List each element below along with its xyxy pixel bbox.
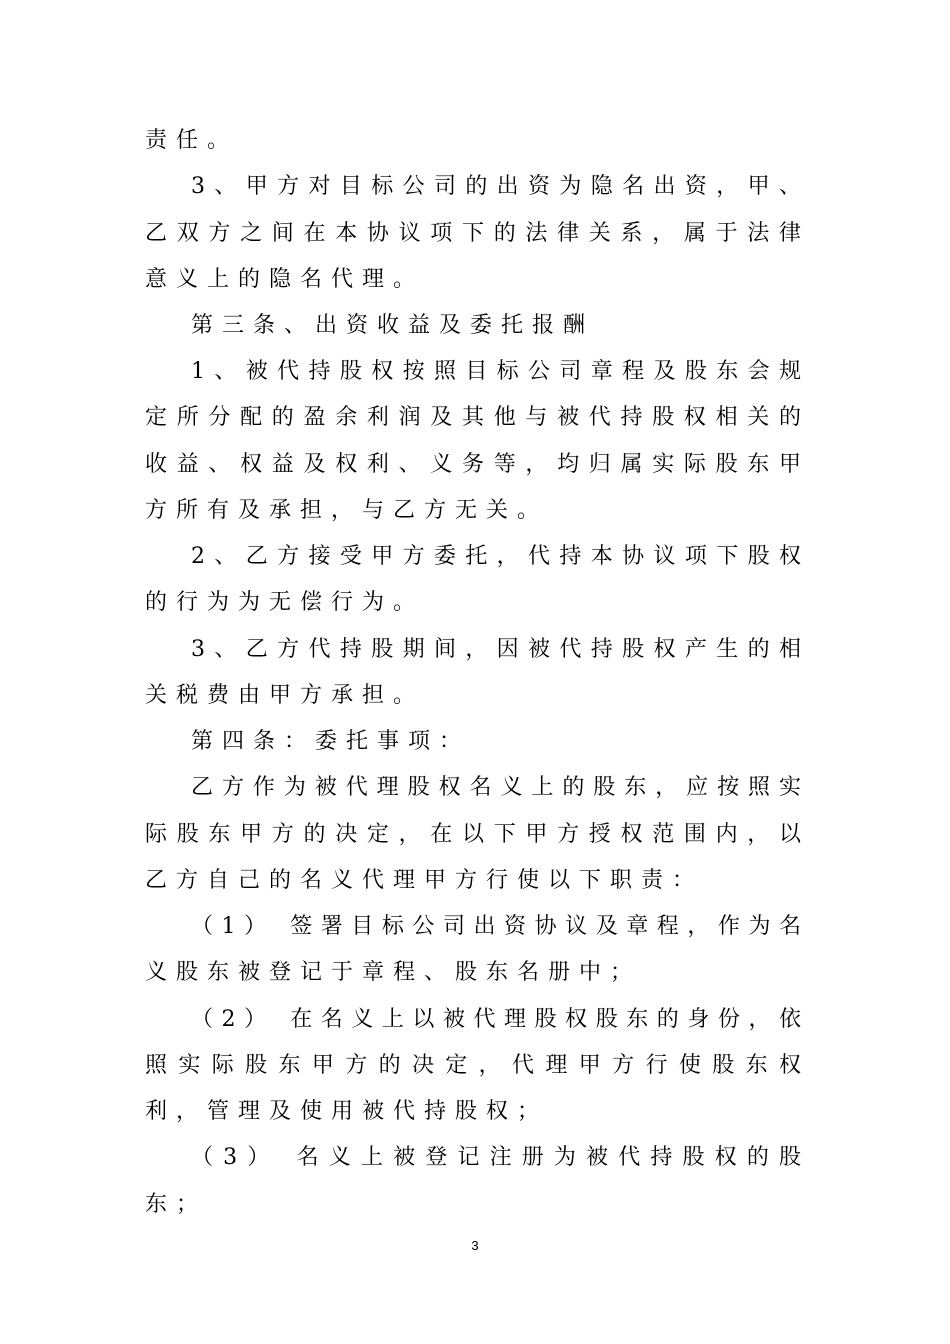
text-line: 乙方作为被代理股权名义上的股东，应按照实	[191, 775, 801, 800]
text-line: 定所分配的盈余利润及其他与被代持股权相关的	[145, 405, 801, 430]
page-number: 3	[471, 1238, 479, 1253]
text-line: 际股东甲方的决定，在以下甲方授权范围内，以	[145, 822, 801, 847]
text-line: 东；	[145, 1192, 208, 1217]
text-line: （3） 名义上被登记注册为被代持股权的股	[191, 1145, 801, 1170]
text-line: 收益、权益及权利、义务等，均归属实际股东甲	[145, 452, 801, 477]
text-line: （1） 签署目标公司出资协议及章程，作为名	[191, 914, 801, 939]
text-line: 意义上的隐名代理。	[145, 267, 425, 292]
text-line: 利，管理及使用被代持股权；	[145, 1099, 549, 1124]
text-line: 乙方自己的名义代理甲方行使以下职责：	[145, 868, 704, 893]
text-line: 3、乙方代持股期间，因被代持股权产生的相	[191, 637, 801, 662]
text-line: 方所有及承担，与乙方无关。	[145, 498, 549, 523]
text-line: （2） 在名义上以被代理股权股东的身份，依	[191, 1007, 801, 1032]
text-line: 照实际股东甲方的决定，代理甲方行使股东权	[145, 1053, 801, 1078]
text-line: 义股东被登记于章程、股东名册中；	[145, 960, 642, 985]
text-line: 责任。	[145, 128, 239, 153]
text-line: 2、乙方接受甲方委托，代持本协议项下股权	[191, 544, 801, 569]
section-heading: 第三条、出资收益及委托报酬	[191, 313, 595, 338]
text-line: 1、被代持股权按照目标公司章程及股东会规	[191, 359, 801, 384]
text-line: 3、甲方对目标公司的出资为隐名出资，甲、	[191, 174, 801, 199]
text-line: 乙双方之间在本协议项下的法律关系，属于法律	[145, 221, 801, 246]
section-heading: 第四条：委托事项：	[191, 729, 471, 754]
text-line: 关税费由甲方承担。	[145, 683, 425, 708]
text-line: 的行为为无偿行为。	[145, 590, 425, 615]
